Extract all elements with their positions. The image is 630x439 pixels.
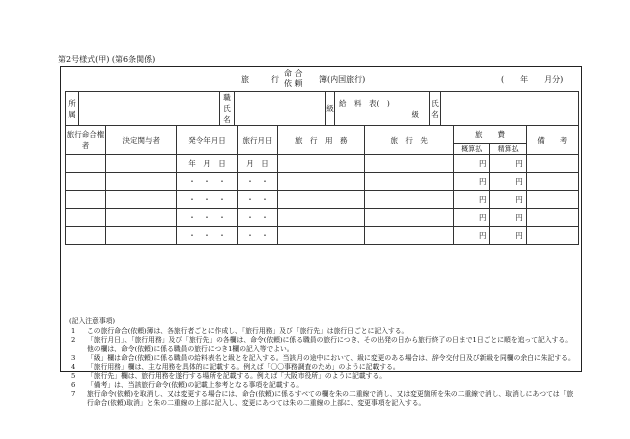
header-ryohi: 旅 費 xyxy=(454,126,527,144)
instruction-item xyxy=(69,327,575,336)
cell-ryokou-date[interactable]: ・ ・ xyxy=(237,227,278,245)
table-row xyxy=(66,191,579,209)
shokumei-label: 職氏名 xyxy=(220,92,235,126)
shozoku-label: 所属 xyxy=(66,92,79,126)
cell-kettei[interactable] xyxy=(106,155,177,173)
table-row xyxy=(66,173,579,191)
cell-bikou[interactable] xyxy=(526,173,578,191)
traveler-info-table xyxy=(65,91,579,126)
shimei-field[interactable] xyxy=(441,92,579,126)
shozoku-field[interactable] xyxy=(79,92,220,126)
instruction-text: 「旅行先」欄は、旅行用務を遂行する場所を記載する。例えば「大阪市役所」のように記載する。 xyxy=(87,372,387,380)
header-kettei: 決定関与者 xyxy=(106,126,177,155)
form-title xyxy=(61,67,581,89)
instruction-number: 6 xyxy=(71,381,76,389)
instruction-text: 旅行命令(依頼)を取消し、又は変更する場合には、命合(依頼)に係るすべての欄を朱の二重線で消し、又は変更箇所を朱の二重線で消し、取消しにあつては「旅行命合(依頼)取消」と朱の二重線の上部に記入し、変更にあつては朱の二重線の上部に、変更事項を記入する。 xyxy=(87,390,574,407)
title-irai: 依 頼 xyxy=(284,79,303,88)
title-part4: 簿(内国旅行) xyxy=(319,75,366,84)
cell-bikou[interactable] xyxy=(526,227,578,245)
instruction-number: 3 xyxy=(71,354,76,362)
instruction-text: 「備考」は、当該旅行命令(依頼)の記載上参考となる事項を記載する。 xyxy=(87,381,304,389)
cell-kettei[interactable] xyxy=(106,173,177,191)
cell-gaisan[interactable]: 円 xyxy=(454,155,490,173)
table-row xyxy=(66,227,579,245)
cell-bikou[interactable] xyxy=(526,191,578,209)
table-row xyxy=(66,209,579,227)
cell-youmu[interactable] xyxy=(278,209,365,227)
cell-meireiken[interactable] xyxy=(66,155,106,173)
instruction-number: 4 xyxy=(71,363,76,371)
instructions-heading: (記入注意事項) xyxy=(69,317,116,325)
cell-gaisan[interactable]: 円 xyxy=(454,191,490,209)
form-label: 第2号様式(甲) (第6条関係) xyxy=(58,55,156,64)
header-bikou: 備 考 xyxy=(526,126,578,155)
instruction-text: 「級」欄は命合(依頼)に係る職員の給料表名と級とを記入する。当該月の途中において、級に変更のある場合は、辞令交付日及び新級を同欄の余白に朱記する。 xyxy=(87,354,575,362)
cell-ryokousaki[interactable] xyxy=(365,173,454,191)
cell-bikou[interactable] xyxy=(526,209,578,227)
title-meirei: 命 合 xyxy=(284,69,303,78)
cell-ryokousaki[interactable] xyxy=(365,209,454,227)
cell-hatsurei-date[interactable]: ・ ・ ・ xyxy=(177,191,237,209)
instruction-number: 5 xyxy=(71,372,76,380)
header-hatsurei: 発令年月日 xyxy=(177,126,237,155)
header-meireiken: 旅行命合権者 xyxy=(66,126,106,155)
header-seisan: 精算払 xyxy=(490,144,526,155)
header-youmu: 旅 行 用 務 xyxy=(278,126,365,155)
travel-record-table xyxy=(65,125,579,245)
instruction-item xyxy=(69,354,575,363)
cell-gaisan[interactable]: 円 xyxy=(454,227,490,245)
cell-kettei[interactable] xyxy=(106,191,177,209)
cell-gaisan[interactable]: 円 xyxy=(454,209,490,227)
instruction-number: 2 xyxy=(71,336,76,344)
table-row xyxy=(66,155,579,173)
cell-hatsurei-date[interactable]: ・ ・ ・ xyxy=(177,209,237,227)
instruction-number: 7 xyxy=(71,390,76,398)
instruction-item xyxy=(69,336,575,354)
instructions xyxy=(69,317,575,408)
title-part2: 行 xyxy=(271,75,279,84)
instruction-item xyxy=(69,390,575,408)
cell-seisan[interactable]: 円 xyxy=(490,227,526,245)
cell-seisan[interactable]: 円 xyxy=(490,191,526,209)
cell-ryokousaki[interactable] xyxy=(365,155,454,173)
cell-ryokou-date[interactable]: ・ ・ xyxy=(237,191,278,209)
cell-bikou[interactable] xyxy=(526,155,578,173)
cell-meireiken[interactable] xyxy=(66,173,106,191)
cell-hatsurei-date[interactable]: ・ ・ ・ xyxy=(177,173,237,191)
cell-ryokousaki[interactable] xyxy=(365,227,454,245)
kyuryo-field[interactable] xyxy=(335,92,430,126)
form-frame xyxy=(60,66,582,407)
header-ryokoubi: 旅行月日 xyxy=(237,126,278,155)
kyu-label: 級 xyxy=(326,92,335,126)
instruction-item xyxy=(69,363,575,372)
kyu-suffix: 級 xyxy=(411,109,419,119)
instruction-text: この旅行命合(依頼)簿は、各旅行者ごとに作成し、「旅行用務」及び「旅行先」は旅行日ごとに記入する。 xyxy=(87,327,409,335)
instruction-text: 「旅行用務」欄は、主な用務を具体的に記載する。例えば「〇〇事務調査のため」のように記載する。 xyxy=(87,363,400,371)
cell-hatsurei-date[interactable]: 年 月 日 xyxy=(177,155,237,173)
instruction-item xyxy=(69,381,575,390)
cell-meireiken[interactable] xyxy=(66,227,106,245)
cell-seisan[interactable]: 円 xyxy=(490,209,526,227)
instruction-text: 「旅行月日」、「旅行用務」及び「旅行先」の各欄は、命令(依頼)に係る職員の旅行につき、その出発の日から旅行終了の日まで1日ごとに順を追って記入する。他の欄は、命令(依頼)に係る職員の旅行につき1欄の記入等でよい。 xyxy=(87,336,572,353)
cell-meireiken[interactable] xyxy=(66,191,106,209)
cell-ryokousaki[interactable] xyxy=(365,191,454,209)
cell-youmu[interactable] xyxy=(278,227,365,245)
title-part1: 旅 xyxy=(241,75,249,84)
period-label: ( 年 月分) xyxy=(501,75,564,84)
cell-meireiken[interactable] xyxy=(66,209,106,227)
header-gaisan: 概算払 xyxy=(454,144,490,155)
cell-ryokou-date[interactable]: ・ ・ xyxy=(237,209,278,227)
instruction-number: 1 xyxy=(71,327,76,335)
cell-youmu[interactable] xyxy=(278,155,365,173)
cell-kettei[interactable] xyxy=(106,209,177,227)
cell-youmu[interactable] xyxy=(278,191,365,209)
cell-gaisan[interactable]: 円 xyxy=(454,173,490,191)
cell-kettei[interactable] xyxy=(106,227,177,245)
shokumei-field[interactable] xyxy=(235,92,326,126)
header-ryokousaki: 旅 行 先 xyxy=(365,126,454,155)
cell-hatsurei-date[interactable]: ・ ・ ・ xyxy=(177,227,237,245)
cell-youmu[interactable] xyxy=(278,173,365,191)
cell-seisan[interactable]: 円 xyxy=(490,155,526,173)
cell-ryokou-date[interactable]: 月 日 xyxy=(237,155,278,173)
cell-ryokou-date[interactable]: ・ ・ xyxy=(237,173,278,191)
cell-seisan[interactable]: 円 xyxy=(490,173,526,191)
shimei-label: 氏名 xyxy=(430,92,441,126)
instruction-item xyxy=(69,372,575,381)
kyuryo-label: 給 料 表( ) xyxy=(339,98,390,108)
